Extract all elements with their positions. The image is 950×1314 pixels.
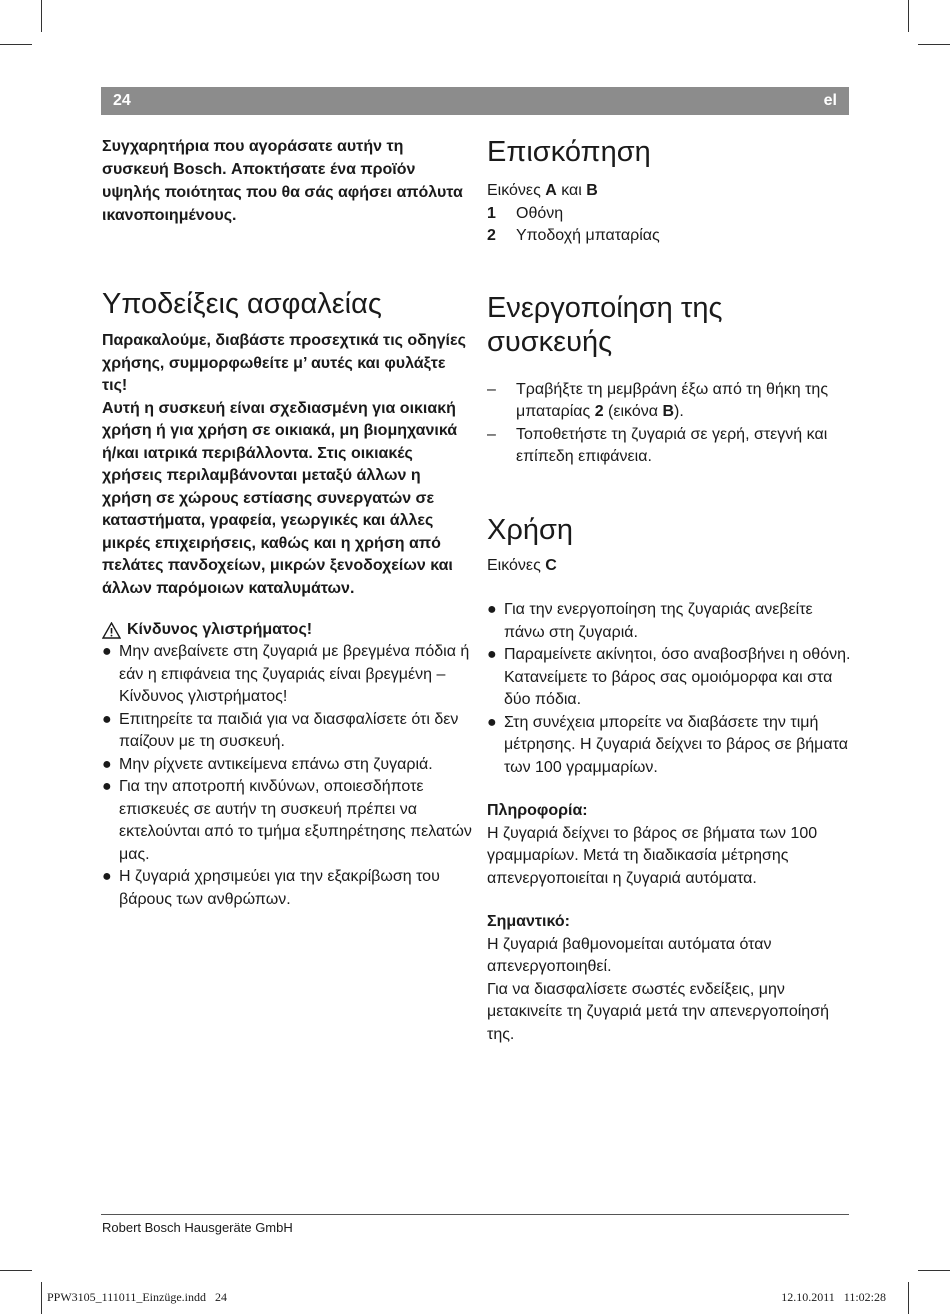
- list-item: ● Η ζυγαριά χρησιμεύει για την εξακρίβωση του βάρους των ανθρώπων.: [102, 868, 440, 908]
- left-column: [102, 135, 474, 911]
- warning-title: Κίνδυνος γλιστρήματος!: [127, 621, 313, 638]
- overview-figures: Εικόνες A και B: [487, 182, 598, 199]
- safety-paragraph-2: Αυτή η συσκευή είναι σχεδιασμένη για οικιακή χρήση ή για χρήση σε οικιακά, μη βιομηχανικά ή/και ιατρικά περιβάλλοντα. Στις οικιακές χρήσεις περιλαμβάνονται μεταξύ άλλων η χρήση σε χώρους εστίασης συνεργατών σε καταστήματα, γραφεία, γεωργικές και άλλες μικρές επιχειρήσεις, καθώς και η χρήση από πελάτες πανδοχείων, μικρών ξενοδοχείων και άλλων παρόμοιων καταλυμάτων.: [102, 399, 458, 597]
- crop-mark: [0, 1270, 32, 1271]
- crop-mark: [908, 0, 909, 32]
- warning-list: [102, 641, 474, 911]
- print-slug-file: PPW3105_111011_Einzüge.indd 24: [47, 1290, 227, 1304]
- overview-item: 1 Οθόνη: [487, 204, 564, 222]
- important-paragraph-2: Για να διασφαλίσετε σωστές ενδείξεις, μην μετακινείτε τη ζυγαριά μετά την απενεργοποίησή της.: [487, 980, 829, 1043]
- usage-heading: Χρήση: [487, 513, 573, 546]
- list-item: – Τοποθετήστε τη ζυγαριά σε γερή, στεγνή και επίπεδη επιφάνεια.: [487, 425, 828, 465]
- overview-heading: Επισκόπηση: [487, 136, 651, 168]
- safety-heading: Υποδείξεις ασφαλείας: [102, 288, 382, 320]
- intro-text: Συγχαρητήρια που αγοράσατε αυτήν τη συσκευή Bosch. Αποκτήσατε ένα προϊόν υψηλής ποιότητας που θα σάς αφήσει απόλυτα ικανοποιημένους.: [102, 138, 463, 224]
- crop-mark: [918, 1270, 950, 1271]
- right-column: [487, 135, 851, 1046]
- crop-mark: [41, 0, 42, 32]
- footer-divider: [101, 1214, 849, 1215]
- bullet-icon: ●: [102, 643, 112, 660]
- footer-company: Robert Bosch Hausgeräte GmbH: [102, 1220, 293, 1235]
- usage-figures: Εικόνες C: [487, 556, 557, 574]
- list-item: ● Για την αποτροπή κινδύνων, οποιεσδήποτε επισκευές σε αυτήν τη συσκευή πρέπει να εκτελούνται από το τμήμα εξυπηρέτησης πελατών μας.: [102, 778, 472, 863]
- crop-mark: [0, 44, 32, 45]
- warning-heading: [102, 619, 474, 641]
- list-item: – Τραβήξτε τη μεμβράνη έξω από τη θήκη της μπαταρίας 2 (εικόνα B).: [487, 380, 829, 420]
- important-heading: Σημαντικό:: [487, 913, 570, 930]
- info-text: Η ζυγαριά δείχνει το βάρος σε βήματα των 100 γραμμαρίων. Μετά τη διαδικασία μέτρησης απενεργοποιείται η ζυγαριά αυτόματα.: [487, 824, 818, 887]
- list-item: ● Επιτηρείτε τα παιδιά για να διασφαλίσετε ότι δεν παίζουν με τη συσκευή.: [102, 710, 459, 750]
- important-paragraph-1: Η ζυγαριά βαθμονομείται αυτόματα όταν απενεργοποιηθεί.: [487, 935, 772, 975]
- bullet-icon: ●: [487, 713, 497, 731]
- list-item: ● Μην ρίχνετε αντικείμενα επάνω στη ζυγαριά.: [102, 754, 474, 777]
- list-item: ● Στη συνέχεια μπορείτε να διαβάσετε την τιμή μέτρησης. Η ζυγαριά δείχνει το βάρος σε βήματα των 100 γραμμαρίων.: [487, 713, 848, 776]
- list-item: ● Μην ανεβαίνετε στη ζυγαριά με βρεγμένα πόδια ή εάν η επιφάνεια της ζυγαριάς είναι βρεγμένη – Κίνδυνος γλιστρήματος!: [102, 643, 470, 705]
- page-number: 24: [113, 92, 131, 109]
- crop-mark: [41, 1282, 42, 1314]
- bullet-icon: ●: [487, 601, 497, 618]
- usage-list: [487, 599, 851, 779]
- print-slug-datetime: 12.10.2011 11:02:28: [781, 1290, 886, 1304]
- safety-paragraph-1: Παρακαλούμε, διαβάστε προσεχτικά τις οδηγίες χρήσης, συμμορφωθείτε μ’ αυτές και φυλάξτε τις!: [102, 332, 466, 394]
- crop-mark: [908, 1282, 909, 1314]
- activation-heading: Ενεργοποίηση της συσκευής: [487, 291, 723, 358]
- bullet-icon: ●: [102, 755, 112, 773]
- info-heading: Πληροφορία:: [487, 802, 588, 819]
- warning-triangle-icon: [102, 622, 121, 639]
- bullet-icon: ●: [102, 868, 112, 885]
- bullet-icon: ●: [487, 646, 497, 663]
- page-header-bar: [101, 87, 849, 115]
- crop-mark: [918, 44, 950, 45]
- language-code: el: [823, 92, 837, 109]
- bullet-icon: ●: [102, 778, 112, 795]
- overview-item: 2 Υποδοχή μπαταρίας: [487, 227, 660, 244]
- list-item: ● Παραμείνετε ακίνητοι, όσο αναβοσβήνει η οθόνη. Κατανείμετε το βάρος σας ομοιόμορφα και στα δύο πόδια.: [487, 646, 851, 708]
- activation-list: [487, 379, 851, 469]
- bullet-icon: ●: [102, 710, 112, 728]
- list-item: ● Για την ενεργοποίηση της ζυγαριάς ανεβείτε πάνω στη ζυγαριά.: [487, 601, 813, 641]
